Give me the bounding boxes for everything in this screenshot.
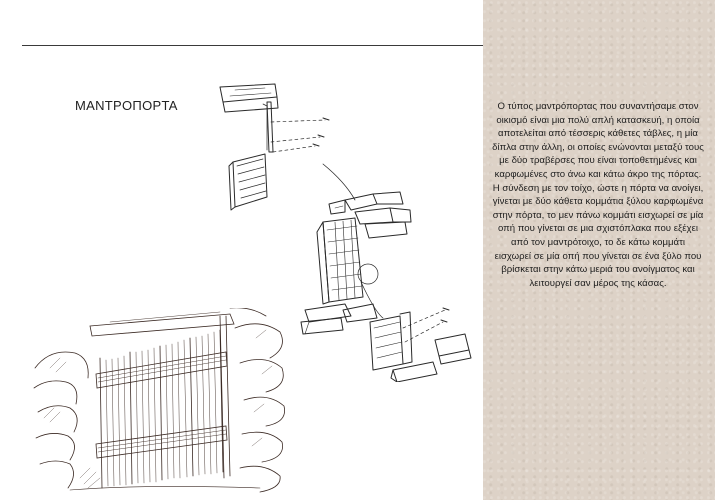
page-title: ΜΑΝΤΡΟΠΟΡΤΑ [75,98,178,113]
header-rule [22,45,500,46]
gate-perspective-sketch [30,308,292,496]
description-paragraph: Ο τύπος μαντρόπορτας που συναντήσαμε στον οικισμό είναι μια πολύ απλή κατασκευή, η οποία αποτελείται από τέσσερις κάθετες τάβλες, η μία δίπλα στην άλλη, οι οποίες ενώνονται μεταξύ τους με δύο τραβέρσες που είναι τοποθετημένες και καρφωμένες στο άνω και κάτω άκρο της πόρτας. Η σύνδεση με τον τοίχο, ώστε η πόρτα να ανοίγει, γίνεται με δύο κάθετα κομμάτια ξύλου καρφωμένα στην πόρτα, το μεν πάνω κομμάτι εισχωρεί σε μία οπή που γίνεται σε μια σχιστόπλακα που εξέχει από τον μαντρότοιχο, το δε κάτω κομμάτι εισχωρεί σε μία οπή που γίνεται σε ένα ξύλο που βρίσκεται στην κάτω μεριά του ανοίγματος και λειτουργεί σαν μέρος της κάσας. [492,101,704,289]
